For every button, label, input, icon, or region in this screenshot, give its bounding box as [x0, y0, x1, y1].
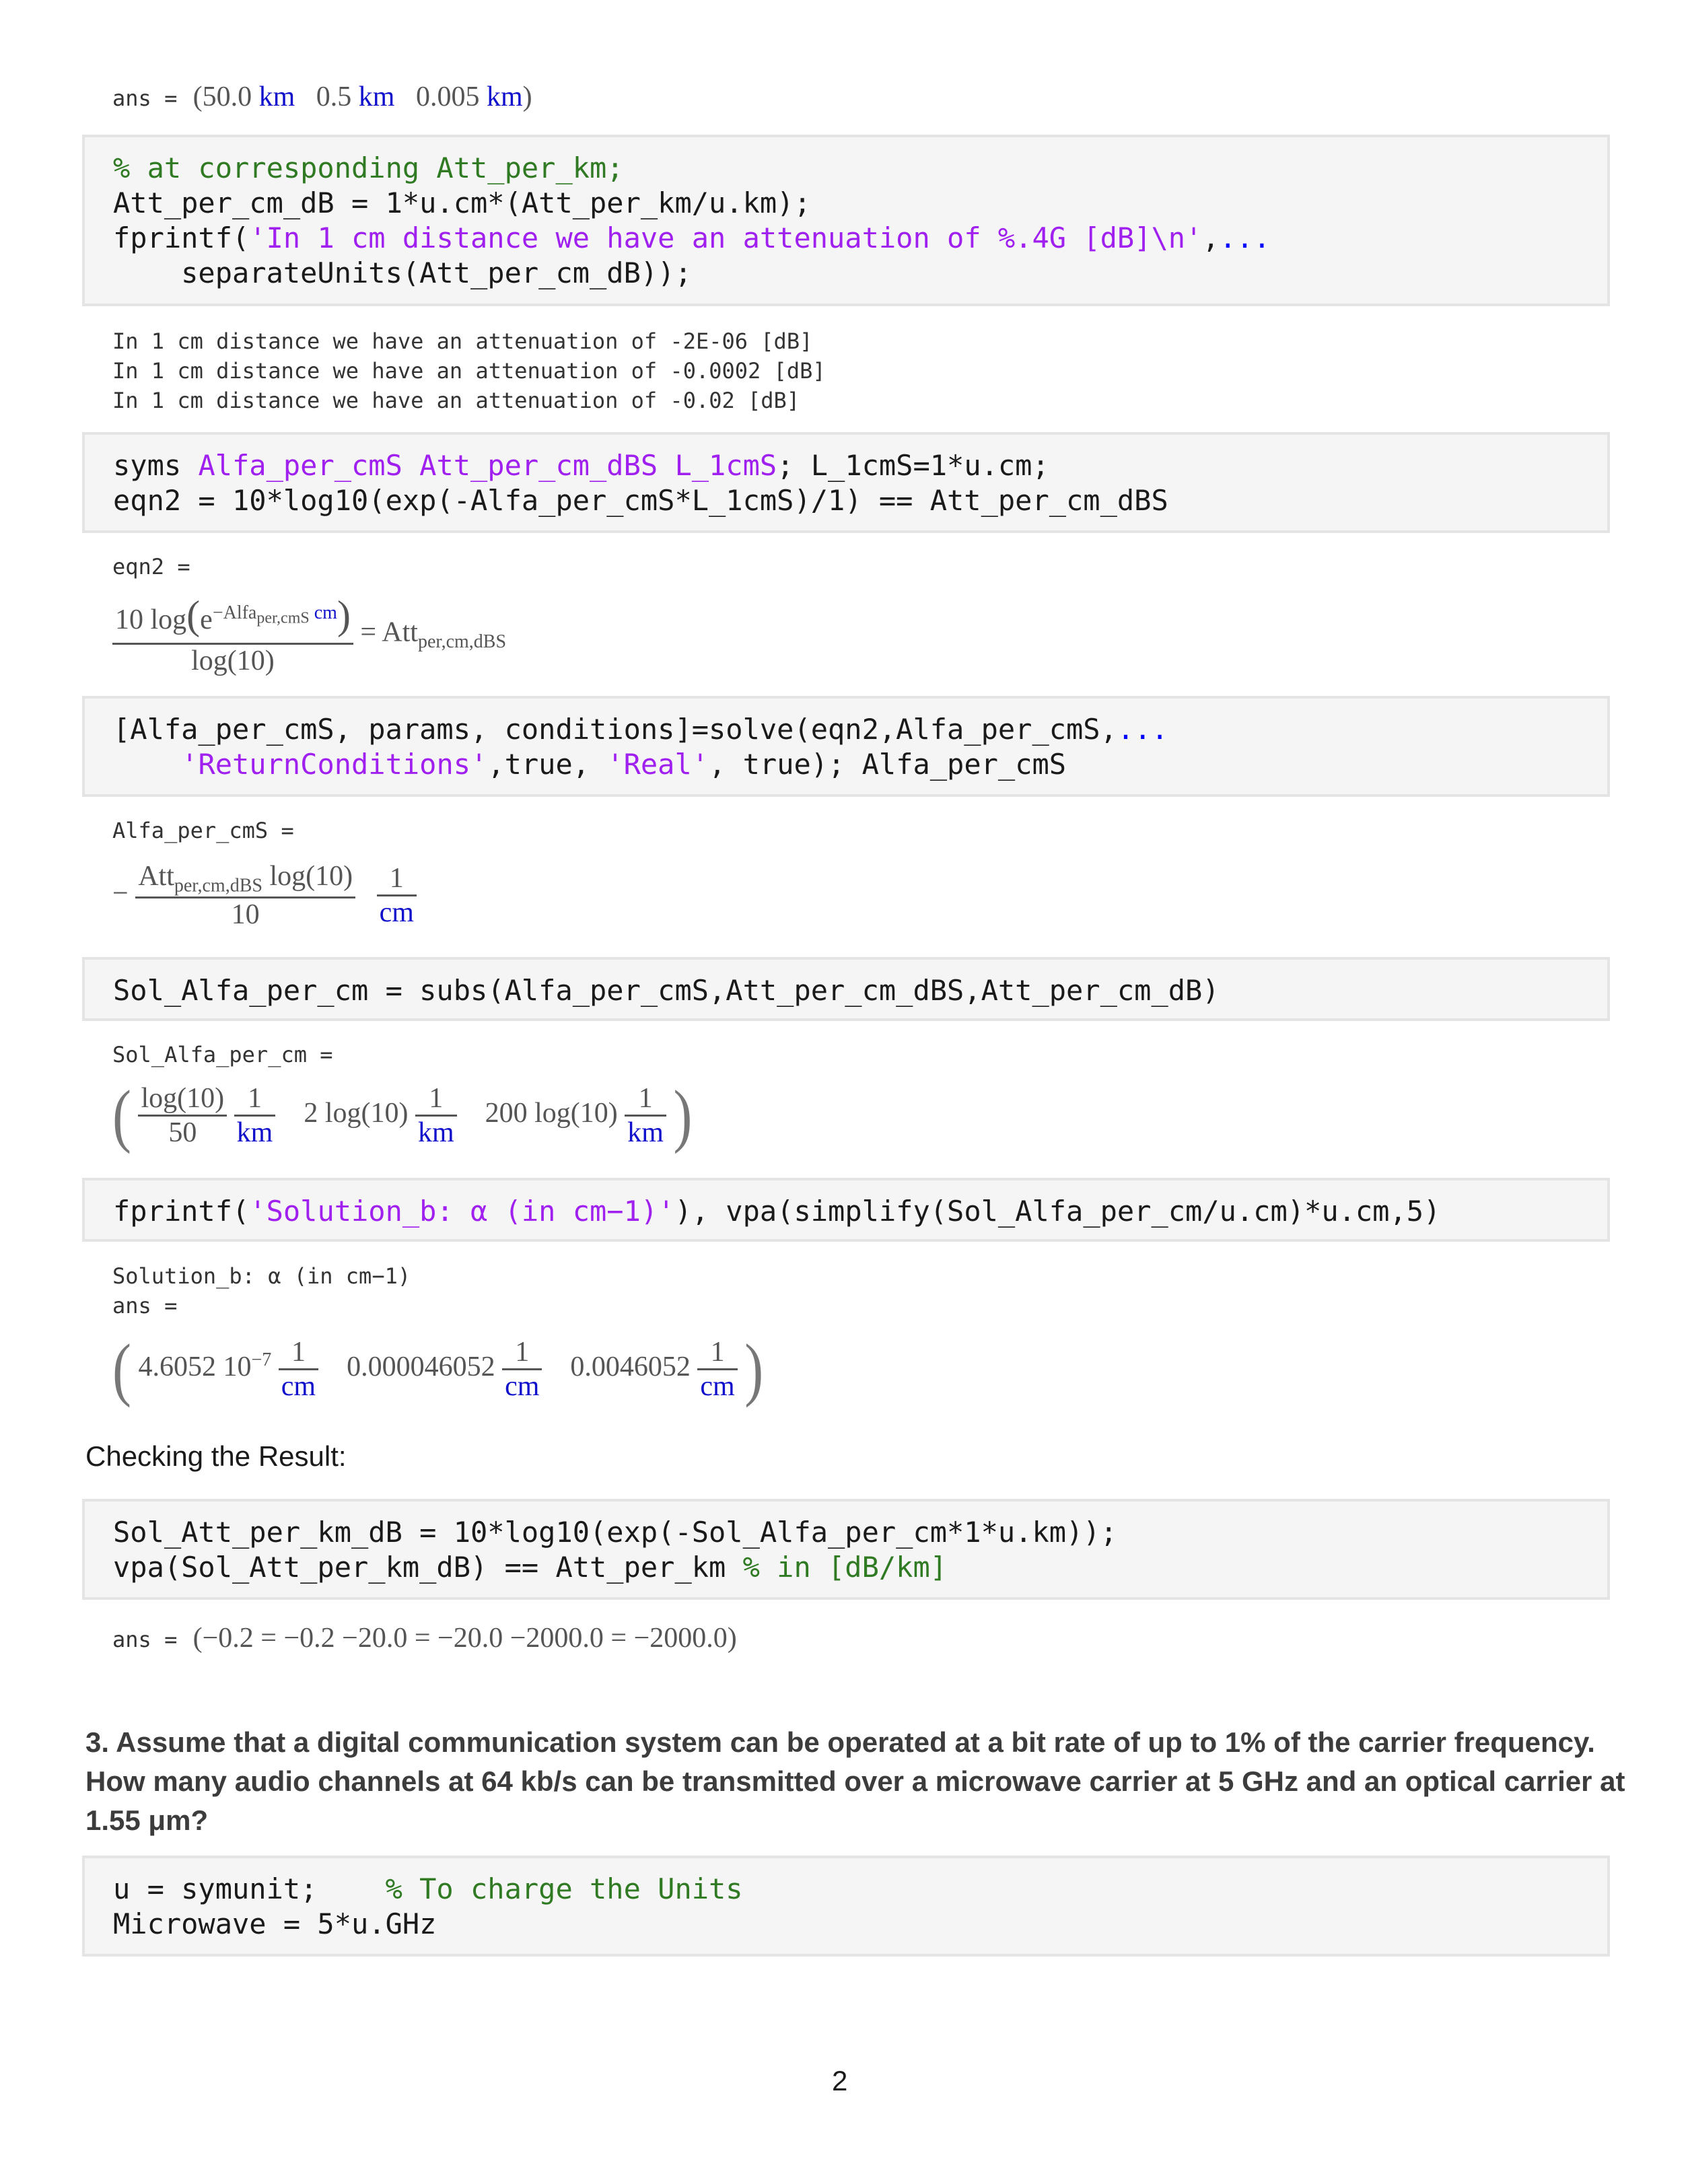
code-line: [Alfa_per_cmS, params, conditions]=solve(eqn2,Alfa_per_cmS,... [113, 713, 1168, 746]
unit: km [258, 81, 295, 112]
section-text: Checking the Result: [85, 1440, 347, 1472]
equation-sol-alfa: ( $\frac{\log(10)}{50}$ $\frac{1}{km}$ 2 log(10) $\frac{1}{km}$ 200 log(10) $\frac{1}{km}$ ) [112, 1076, 693, 1155]
unit: km [486, 81, 523, 112]
value: 0.5 [316, 81, 352, 112]
page-number: 2 [832, 2065, 848, 2097]
code-block-syms[interactable] [82, 432, 1610, 533]
code-line: 'ReturnConditions',true, 'Real', true); Alfa_per_cmS [181, 748, 1067, 781]
equation-solution-b: ( 4.6052 $10^{-7}$ $\frac{1}{cm}$ 0.000046052 $\frac{1}{cm}$ 0.0046052 $\frac{1}{cm}$ ) [112, 1330, 764, 1409]
output-line: In 1 cm distance we have an attenuation of -2E-06 [dB] [112, 328, 813, 354]
code-line: Sol_Att_per_km_dB = 10*log10(exp(-Sol_Alfa_per_cm*1*u.km)); [113, 1516, 1117, 1549]
equation-eqn2: $\frac{10 \log(e^{-Alfa_{per,cmS} cm})}{\log(10)}$ = Att$_{per,cm,dBS}$ [112, 592, 506, 677]
code-comment: % at corresponding Att_per_km; [113, 151, 624, 184]
code-line: fprintf('In 1 cm distance we have an attenuation of %.4G [dB]\n',... [113, 221, 1271, 254]
code-line: vpa(Sol_Att_per_km_dB) == Att_per_km % in [dB/km] [113, 1551, 948, 1584]
code-block-units[interactable] [82, 1856, 1610, 1957]
code-block-subs[interactable] [82, 957, 1610, 1021]
code-line: Att_per_cm_dB = 1*u.cm*(Att_per_km/u.km); [113, 186, 811, 219]
value: 0.005 [415, 81, 480, 112]
equation-alfa-per-cm: − $\frac{Att_{per,cm,dBS} \log(10)}{10}$ $\frac{1}{cm}$ [112, 860, 417, 931]
output-ans-distances: ans = (50.0 km 0.5 km 0.005 km) [112, 81, 532, 112]
code-block-check[interactable] [82, 1499, 1610, 1600]
code-line: Microwave = 5*u.GHz [113, 1907, 437, 1940]
output-label: Alfa_per_cmS = [112, 818, 294, 843]
unit: km [358, 81, 395, 112]
code-line: syms Alfa_per_cmS Att_per_cm_dBS L_1cmS; L_1cmS=1*u.cm; [113, 449, 1049, 482]
code-line: Sol_Alfa_per_cm = subs(Alfa_per_cmS,Att_per_cm_dBS,Att_per_cm_dB) [113, 974, 1220, 1007]
output-line: Solution_b: α (in cm−1) [112, 1263, 411, 1289]
output-label: ans = [112, 1293, 178, 1318]
output-line: In 1 cm distance we have an attenuation of -0.0002 [dB] [112, 358, 826, 384]
output-ans-check: ans = (−0.2 = −0.2 −20.0 = −20.0 −2000.0 = −2000.0) [112, 1623, 737, 1654]
code-line: u = symunit; % To charge the Units [113, 1872, 743, 1905]
code-line: eqn2 = 10*log10(exp(-Alfa_per_cmS*L_1cmS)/1) == Att_per_cm_dBS [113, 484, 1168, 517]
code-block-vpa[interactable] [82, 1178, 1610, 1242]
output-line: In 1 cm distance we have an attenuation of -0.02 [dB] [112, 388, 800, 413]
value: 50.0 [202, 81, 252, 112]
question-heading: 3. Assume that a digital communication system can be operated at a bit rate of up to 1% of the carrier frequency. How many audio channels at 64 kb/s can be transmitted over a microwave carrier at 5 GHz and an optical carrier at 1.55 μm? [85, 1726, 1625, 1836]
code-block-att-per-cm[interactable] [82, 135, 1610, 306]
code-block-solve[interactable] [82, 696, 1610, 797]
code-line: fprintf('Solution_b: α (in cm−1)'), vpa(simplify(Sol_Alfa_per_cm/u.cm)*u.cm,5) [113, 1195, 1441, 1228]
code-line: separateUnits(Att_per_cm_dB)); [113, 256, 692, 289]
ans-prefix: ans = [112, 85, 190, 111]
output-label: eqn2 = [112, 554, 190, 579]
output-label: Sol_Alfa_per_cm = [112, 1042, 333, 1067]
